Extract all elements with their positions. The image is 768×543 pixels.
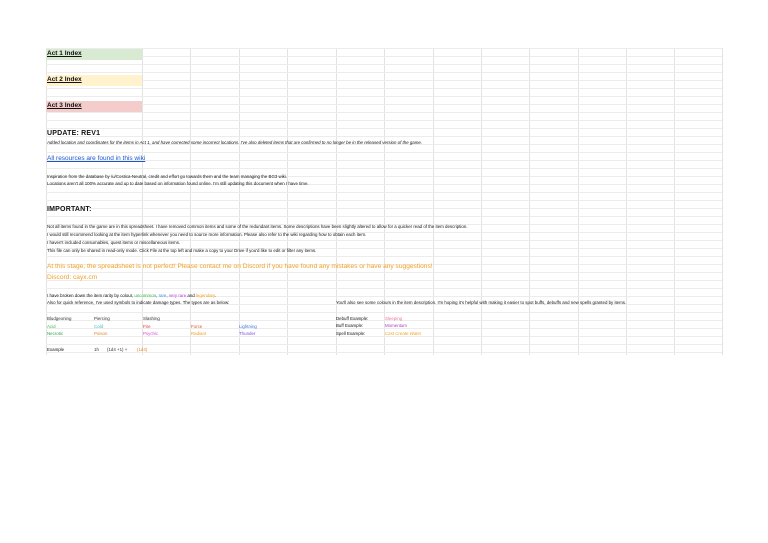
grid-column-line <box>384 48 385 355</box>
grid-row-line <box>46 216 722 217</box>
grid-column-line <box>481 48 482 355</box>
damage-type-piercing: Piercing <box>94 315 110 321</box>
grid-row-line <box>46 48 722 49</box>
example-value: Momentum <box>385 323 407 329</box>
grid-column-line <box>433 48 434 355</box>
damage-type-bludgeoning: Bludgeoning <box>47 315 72 321</box>
grid-column-line <box>529 48 530 355</box>
grid-row-line <box>46 80 722 81</box>
grid-row-line <box>46 200 722 201</box>
grid-row-line <box>46 312 722 313</box>
wiki-resources-link[interactable]: All resources are found in this wiki <box>47 155 146 162</box>
locations-note: Locations aren't all 100% accurate and up to date based on information found online. I'm still updating this document when I have time. <box>47 181 309 186</box>
grid-row-line <box>46 160 722 161</box>
damage-type-fire: Fire <box>143 323 151 329</box>
rarity-rare: rare <box>158 292 167 298</box>
example-row-label: Example <box>47 346 65 352</box>
important-line-1: Not all items found in the game are in this spreadsheet. I have removed common items and some of the redundant items. Some descriptions have been slightly altered to allow for a quicker read of the item description. <box>47 223 468 229</box>
damage-type-radiant: Radiant <box>191 330 207 336</box>
rarity-prefix: I have broken down the item rarity by colour, <box>47 292 135 298</box>
grid-row-line <box>46 152 722 153</box>
grid-row-line <box>46 72 722 73</box>
damage-type-acid: Acid <box>47 323 56 329</box>
rarity-uncommon: uncommon <box>134 292 157 298</box>
grid-column-line <box>287 48 288 355</box>
grid-row-line <box>46 96 722 97</box>
important-line-3: I haven't included consumables, quest items or miscellaneous items. <box>47 239 181 245</box>
inspiration-note: Inspiration from the database by /u/Costica-Neutral, credit and effort go towards them and the team managing the BG3 wiki. <box>47 174 288 179</box>
rarity-legendary: legendary <box>195 292 215 298</box>
act-2-index-link[interactable]: Act 2 Index <box>47 76 82 83</box>
damage-type-necrotic: Necrotic <box>47 330 64 336</box>
rarity-very-rare: very rare <box>168 292 187 298</box>
colours-note: You'll also see some colours in the item description. I'm hoping it's helpful with making it easier to spot buffs, debuffs and new spells granted by items. <box>336 299 627 305</box>
grid-column-line <box>578 48 579 355</box>
grid-row-line <box>46 344 722 345</box>
grid-row-line <box>46 136 722 137</box>
grid-row-line <box>46 120 722 121</box>
grid-row-line <box>46 64 722 65</box>
damage-type-psychic: Psychic <box>143 330 159 336</box>
act-1-index-link[interactable]: Act 1 Index <box>47 50 82 57</box>
discord-handle: Discord: cayx.cm <box>47 274 98 281</box>
grid-row-line <box>46 56 722 57</box>
damage-type-cold: Cold <box>94 323 104 329</box>
damage-type-lightning: Lightning <box>239 323 257 329</box>
example-row-part: (1d4 +1) + <box>107 346 128 352</box>
example-label: Buff Example: <box>336 323 364 329</box>
rarity-sep-1: , <box>156 292 159 298</box>
grid-row-line <box>46 88 722 89</box>
example-value: Sleeping <box>385 315 403 321</box>
rarity-and: and <box>186 292 196 298</box>
grid-row-line <box>46 168 722 169</box>
grid-row-line <box>46 336 722 337</box>
grid-row-line <box>46 208 722 209</box>
contact-line: At this stage, the spreadsheet is not perfect! Please contact me on Discord if you have found any mistakes or have any suggestions! <box>47 263 433 270</box>
damage-type-force: Force <box>191 323 203 329</box>
damage-type-thunder: Thunder <box>239 330 256 336</box>
grid-column-line <box>674 48 675 355</box>
grid-row-line <box>46 256 722 257</box>
grid-row-line <box>46 280 722 281</box>
grid-row-line <box>46 192 722 193</box>
grid-column-line <box>190 48 191 355</box>
symbols-note: Also for quick reference, I've used symbols to indicate damage types. The types are as below: <box>47 299 230 305</box>
spreadsheet-grid <box>46 48 722 355</box>
update-title: UPDATE: REV1 <box>47 130 101 137</box>
update-note: Added location and coordinates for the items in Act 1, and have corrected some incorrect locations. I've also deleted items that are confirmed to no longer be in the released version of the game. <box>47 139 423 145</box>
grid-column-line <box>626 48 627 355</box>
rarity-sep-2: , <box>166 292 169 298</box>
rarity-end: . <box>214 292 217 298</box>
grid-column-line <box>239 48 240 355</box>
example-value: Cast Create Water <box>385 331 422 337</box>
grid-column-line <box>46 48 47 355</box>
grid-column-line <box>336 48 337 355</box>
important-title: IMPORTANT: <box>47 206 92 213</box>
grid-column-line <box>142 48 143 355</box>
rarity-note <box>47 294 216 298</box>
grid-row-line <box>46 288 722 289</box>
example-row-part: (1d4) <box>137 346 148 352</box>
grid-row-line <box>46 112 722 113</box>
grid-row-line <box>46 104 722 105</box>
example-row-part: 1h <box>94 346 99 352</box>
grid-row-line <box>46 128 722 129</box>
example-label: Spell Example: <box>336 331 366 337</box>
grid-column-line <box>722 48 723 355</box>
grid-row-line <box>46 352 722 353</box>
act-3-index-link[interactable]: Act 3 Index <box>47 102 82 109</box>
example-label: Debuff Example: <box>336 315 369 321</box>
damage-type-poison: Poison <box>94 330 108 336</box>
damage-type-slashing: Slashing <box>143 315 160 321</box>
important-line-2: I would still recommend looking at the item hyperlink whenever you need to source more information. Please also refer to the wiki regarding how to obtain each item. <box>47 231 367 237</box>
important-line-4: This file can only be shared in read-only mode. Click File at the top left and make a copy to your Drive if you'd like to edit or filter any items. <box>47 247 317 253</box>
grid-row-line <box>46 272 722 273</box>
